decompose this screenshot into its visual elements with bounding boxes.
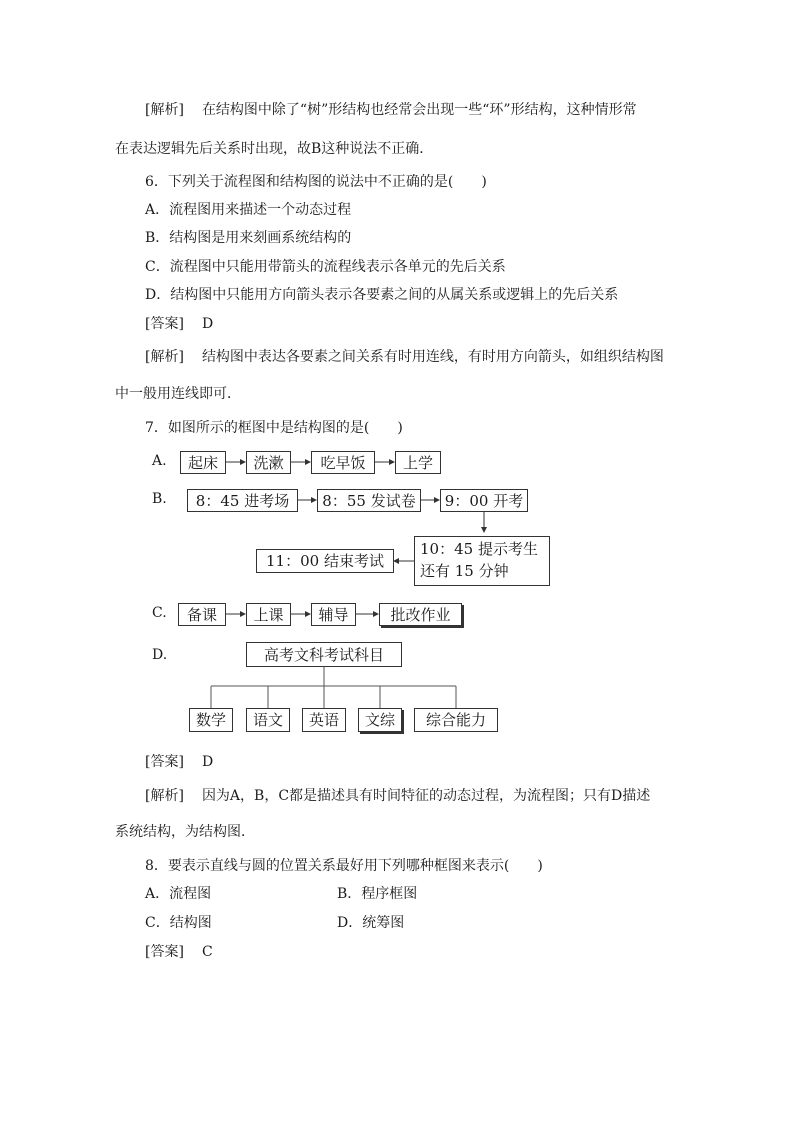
answer-tag: [答案] [145, 754, 184, 770]
q6-stem: 6．下列关于流程图和结构图的说法中不正确的是( ) [145, 174, 487, 190]
b-box-4-line2: 还有 15 分钟 [420, 562, 509, 580]
q8-option-d: D．统筹图 [337, 915, 405, 931]
answer-value: C [201, 944, 213, 960]
analysis-text: 因为A，B，C都是描述具有时间特征的动态过程，为流程图；只有D描述 [201, 788, 651, 804]
answer-value: D [201, 316, 214, 332]
a-box-3: 吃早饭 [311, 451, 375, 474]
q6-option-d: D．结构图中只能用方向箭头表示各要素之间的从属关系或逻辑上的先后关系 [145, 287, 619, 303]
d-child-4: 文综 [358, 708, 402, 732]
q7-label-c: C. [152, 605, 167, 621]
b-box-4-line1: 10：45 提示考生 [420, 540, 538, 558]
b-box-3: 9：00 开考 [440, 489, 528, 512]
analysis-text: 结构图中表达各要素之间关系有时用连线，有时用方向箭头，如组织结构图 [201, 349, 664, 365]
prev-analysis-line2: 在表达逻辑先后关系时出现，故B这种说法不正确． [115, 141, 434, 157]
q8-stem: 8．要表示直线与圆的位置关系最好用下列哪种框图来表示( ) [145, 858, 543, 874]
c-box-1: 备课 [178, 603, 226, 626]
d-child-3: 英语 [302, 708, 346, 732]
q8-answer [145, 942, 213, 962]
q6-analysis-line2: 中一般用连线即可． [115, 386, 241, 402]
analysis-tag: [解析] [145, 788, 184, 804]
d-child-1: 数学 [189, 708, 233, 732]
q7-analysis-line1 [145, 786, 650, 806]
b-box-2: 8：55 发试卷 [317, 489, 421, 512]
q7-analysis-line2: 系统结构，为结构图． [115, 824, 255, 840]
a-box-2: 洗漱 [246, 451, 291, 474]
c-box-4: 批改作业 [379, 603, 462, 626]
b-box-5: 11：00 结束考试 [256, 549, 394, 573]
q7-label-d: D. [152, 647, 168, 663]
b-box-4 [414, 536, 550, 586]
d-tree-lines [211, 667, 456, 708]
answer-value: D [201, 754, 214, 770]
q6-option-b: B．结构图是用来刻画系统结构的 [145, 230, 352, 246]
answer-tag: [答案] [145, 944, 184, 960]
answer-tag: [答案] [145, 316, 184, 332]
c-box-3: 辅导 [311, 603, 356, 626]
a-box-4: 上学 [395, 451, 441, 474]
b-box-1: 8：45 进考场 [187, 489, 298, 512]
d-root-box: 高考文科考试科目 [246, 642, 402, 667]
q6-option-a: A．流程图用来描述一个动态过程 [145, 202, 352, 218]
analysis-tag: [解析] [145, 102, 184, 118]
q7-answer [145, 752, 213, 772]
c-box-2: 上课 [246, 603, 291, 626]
q6-option-c: C．流程图中只能用带箭头的流程线表示各单元的先后关系 [145, 259, 506, 275]
q7-label-a: A. [152, 453, 167, 469]
q8-option-b: B．程序框图 [337, 886, 418, 902]
a-box-1: 起床 [180, 451, 226, 474]
q7-stem: 7．如图所示的框图中是结构图的是( ) [145, 420, 403, 436]
d-child-5: 综合能力 [414, 708, 498, 732]
d-child-2: 语文 [246, 708, 290, 732]
q8-option-c: C．结构图 [145, 915, 212, 931]
q7-label-b: B. [152, 491, 167, 507]
analysis-tag: [解析] [145, 349, 184, 365]
analysis-text: 在结构图中除了“树”形结构也经常会出现一些“环”形结构，这种情形常 [201, 102, 637, 118]
q8-option-a: A．流程图 [145, 886, 212, 902]
